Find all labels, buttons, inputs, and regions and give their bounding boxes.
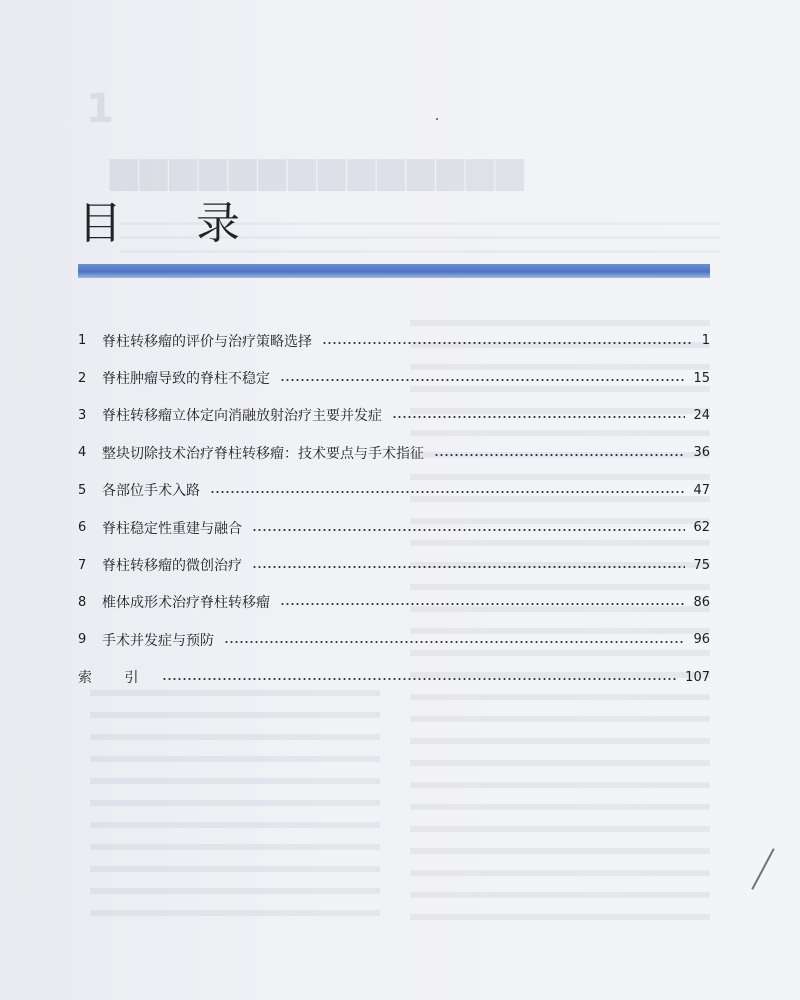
toc-entry-number: 2 <box>78 370 87 386</box>
dot-leader <box>392 416 685 418</box>
toc-entry[interactable] <box>78 621 710 658</box>
toc-entry-title: 索 引 <box>78 670 153 687</box>
toc-entry-number: 8 <box>78 594 87 610</box>
toc-entry-title: 各部位手术入路 <box>102 483 200 500</box>
dot-leader <box>434 454 685 456</box>
dot-leader <box>162 678 677 680</box>
paper-speck <box>436 118 438 120</box>
toc-entry-page: 24 <box>693 407 710 423</box>
toc-entry-page: 62 <box>693 520 710 536</box>
toc-entry-index[interactable] <box>78 659 710 696</box>
bleed-through-chapter-number: 1 <box>86 86 114 132</box>
toc-entry-page: 1 <box>701 333 710 349</box>
toc-entry-page: 75 <box>693 557 710 573</box>
toc-entry-number: 1 <box>78 333 87 349</box>
toc-entry[interactable] <box>78 584 710 621</box>
dot-leader <box>322 342 692 344</box>
toc-entry-title: 整块切除技术治疗脊柱转移瘤：技术要点与手术指征 <box>102 445 424 462</box>
toc-entry-number: 5 <box>78 482 87 498</box>
toc-entry-number: 7 <box>78 557 87 573</box>
dot-leader <box>224 641 685 643</box>
toc-entry[interactable] <box>78 546 710 583</box>
table-of-contents <box>78 322 710 696</box>
toc-entry-title: 椎体成形术治疗脊柱转移瘤 <box>102 595 270 612</box>
toc-entry[interactable] <box>78 397 710 434</box>
title-underline-bar <box>78 264 710 278</box>
toc-entry-number: 3 <box>78 407 87 423</box>
toc-entry-title: 脊柱转移瘤的评价与治疗策略选择 <box>102 333 312 350</box>
toc-entry[interactable] <box>78 434 710 471</box>
bleed-through-text-left <box>90 690 380 920</box>
toc-entry[interactable] <box>78 322 710 359</box>
toc-entry[interactable] <box>78 509 710 546</box>
dot-leader <box>280 379 685 381</box>
page-title: 目 录 <box>78 198 270 250</box>
toc-entry-page: 96 <box>693 632 710 648</box>
dot-leader <box>210 491 685 493</box>
toc-entry-number: 4 <box>78 445 87 461</box>
toc-entry-number: 9 <box>78 632 87 648</box>
toc-entry-page: 86 <box>693 594 710 610</box>
toc-entry-page: 15 <box>693 370 710 386</box>
toc-entry-title: 脊柱稳定性重建与融合 <box>102 520 242 537</box>
dot-leader <box>252 529 685 531</box>
toc-entry[interactable] <box>78 472 710 509</box>
toc-entry[interactable] <box>78 359 710 396</box>
toc-entry-page: 107 <box>685 669 710 685</box>
toc-entry-number: 6 <box>78 520 87 536</box>
toc-entry-page: 36 <box>693 445 710 461</box>
paper-scratch-mark <box>751 848 774 890</box>
toc-entry-title: 脊柱转移瘤的微创治疗 <box>102 558 242 575</box>
dot-leader <box>252 566 685 568</box>
bleed-through-chapter-title: ▆▆▆▆▆▆▆▆▆▆▆▆▆▆ <box>110 150 526 191</box>
toc-entry-title: 手术并发症与预防 <box>102 632 214 649</box>
toc-entry-title: 脊柱肿瘤导致的脊柱不稳定 <box>102 371 270 388</box>
toc-entry-title: 脊柱转移瘤立体定向消融放射治疗主要并发症 <box>102 408 382 425</box>
dot-leader <box>280 603 685 605</box>
toc-entry-page: 47 <box>693 482 710 498</box>
